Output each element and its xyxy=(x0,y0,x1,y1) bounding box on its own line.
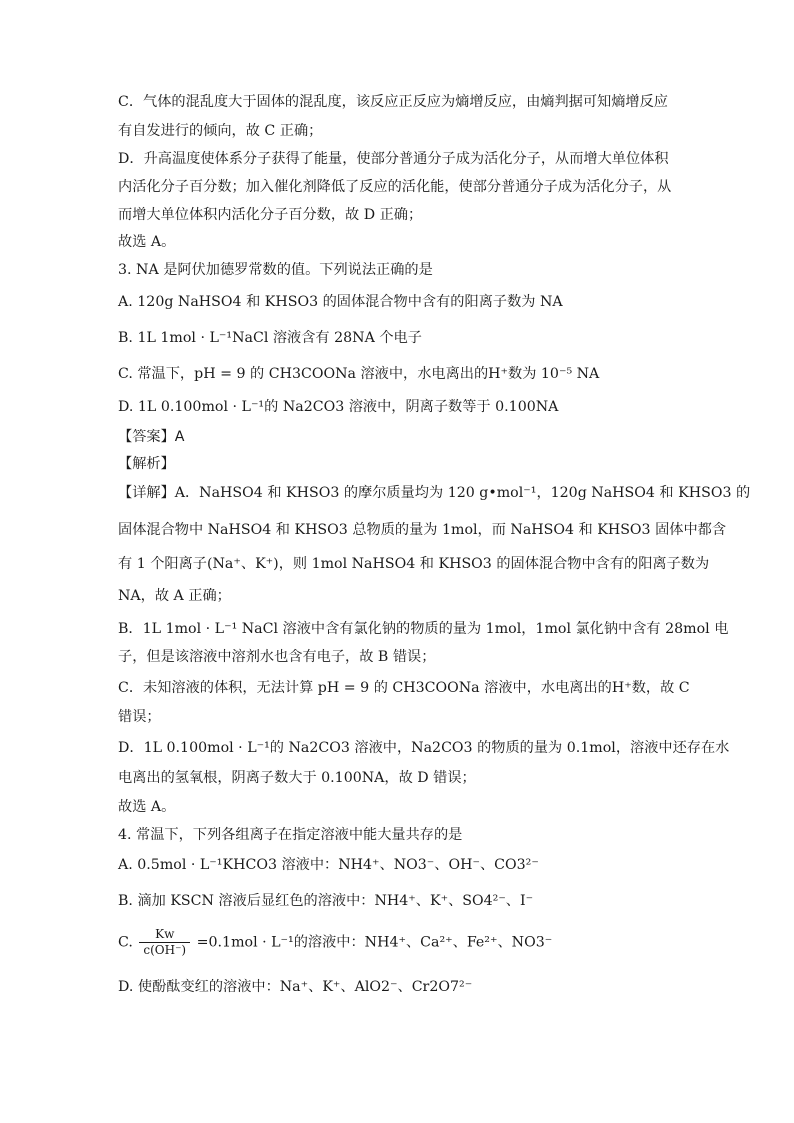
text-line: 故选 A。 xyxy=(118,234,176,250)
option-d: D. 使酚酞变红的溶液中：Na⁺、K⁺、AlO2⁻、Cr2O7²⁻ xyxy=(118,979,473,995)
option-a: A. 0.5mol · L⁻¹KHCO3 溶液中：NH4⁺、NO3⁻、OH⁻、CO3²⁻ xyxy=(118,857,539,873)
answer-label: 【答案】A xyxy=(118,429,185,445)
text-line: 有自发进行的倾向，故 C 正确； xyxy=(118,123,323,139)
option-c: C. 常温下，pH = 9 的 CH3COONa 溶液中，水电离出的H⁺数为 10⁻⁵ NA xyxy=(118,366,600,382)
text-line: 子，但是该溶液中溶剂水也含有电子，故 B 错误； xyxy=(118,649,436,665)
question-4-stem: 4. 常温下，下列各组离子在指定溶液中能大量共存的是 xyxy=(118,827,463,843)
analysis-label: 【解析】 xyxy=(118,456,175,472)
option-d: D. 1L 0.100mol · L⁻¹的 Na2CO3 溶液中，阴离子数等于 0.100NA xyxy=(118,399,559,415)
fraction-denominator: c(OH⁻) xyxy=(143,943,187,957)
text-line: 故选 A。 xyxy=(118,799,176,815)
text-line: C．未知溶液的体积，无法计算 pH = 9 的 CH3COONa 溶液中，水电离出的H⁺数，故 C xyxy=(118,680,690,696)
option-b: B. 1L 1mol · L⁻¹NaCl 溶液含有 28NA 个电子 xyxy=(118,330,422,346)
text-line: 固体混合物中 NaHSO4 和 KHSO3 总物质的量为 1mol，而 NaHSO4 和 KHSO3 固体中都含 xyxy=(118,522,727,538)
fraction-numerator: Kw xyxy=(139,927,190,943)
fraction xyxy=(139,927,190,958)
option-c xyxy=(118,927,552,958)
text-line: 而增大单位体积内活化分子百分数，故 D 正确； xyxy=(118,207,423,223)
option-c-text: =0.1mol · L⁻¹的溶液中：NH4⁺、Ca²⁺、Fe²⁺、NO3⁻ xyxy=(196,934,553,951)
option-a: A. 120g NaHSO4 和 KHSO3 的固体混合物中含有的阳离子数为 NA xyxy=(118,294,563,310)
text-line: B．1L 1mol · L⁻¹ NaCl 溶液中含有氯化钠的物质的量为 1mol，1mol 氯化钠中含有 28mol 电 xyxy=(118,621,729,637)
text-line: NA，故 A 正确； xyxy=(118,588,231,604)
text-line: 电离出的氢氧根，阴离子数大于 0.100NA，故 D 错误； xyxy=(118,770,476,786)
option-c-label: C. xyxy=(118,934,133,951)
text-line: 内活化分子百分数；加入催化剂降低了反应的活化能，使部分普通分子成为活化分子，从 xyxy=(118,179,672,195)
text-line: 错误； xyxy=(118,709,161,725)
text-line: 【详解】A．NaHSO4 和 KHSO3 的摩尔质量均为 120 g•mol⁻¹，120g NaHSO4 和 KHSO3 的 xyxy=(118,485,751,501)
option-b: B. 滴加 KSCN 溶液后显红色的溶液中：NH4⁺、K⁺、SO4²⁻、I⁻ xyxy=(118,893,534,909)
text-line: C．气体的混乱度大于固体的混乱度，该反应正反应为熵增反应，由熵判据可知熵增反应 xyxy=(118,94,668,110)
text-line: D．1L 0.100mol · L⁻¹的 Na2CO3 溶液中，Na2CO3 的物质的量为 0.1mol，溶液中还存在水 xyxy=(118,740,730,756)
text-line: 有 1 个阳离子(Na⁺、K⁺)，则 1mol NaHSO4 和 KHSO3 的固体混合物中含有的阳离子数为 xyxy=(118,556,710,572)
text-line: D．升高温度使体系分子获得了能量，使部分普通分子成为活化分子，从而增大单位体积 xyxy=(118,151,669,167)
question-3-stem: 3. NA 是阿伏加德罗常数的值。下列说法正确的是 xyxy=(118,262,433,278)
